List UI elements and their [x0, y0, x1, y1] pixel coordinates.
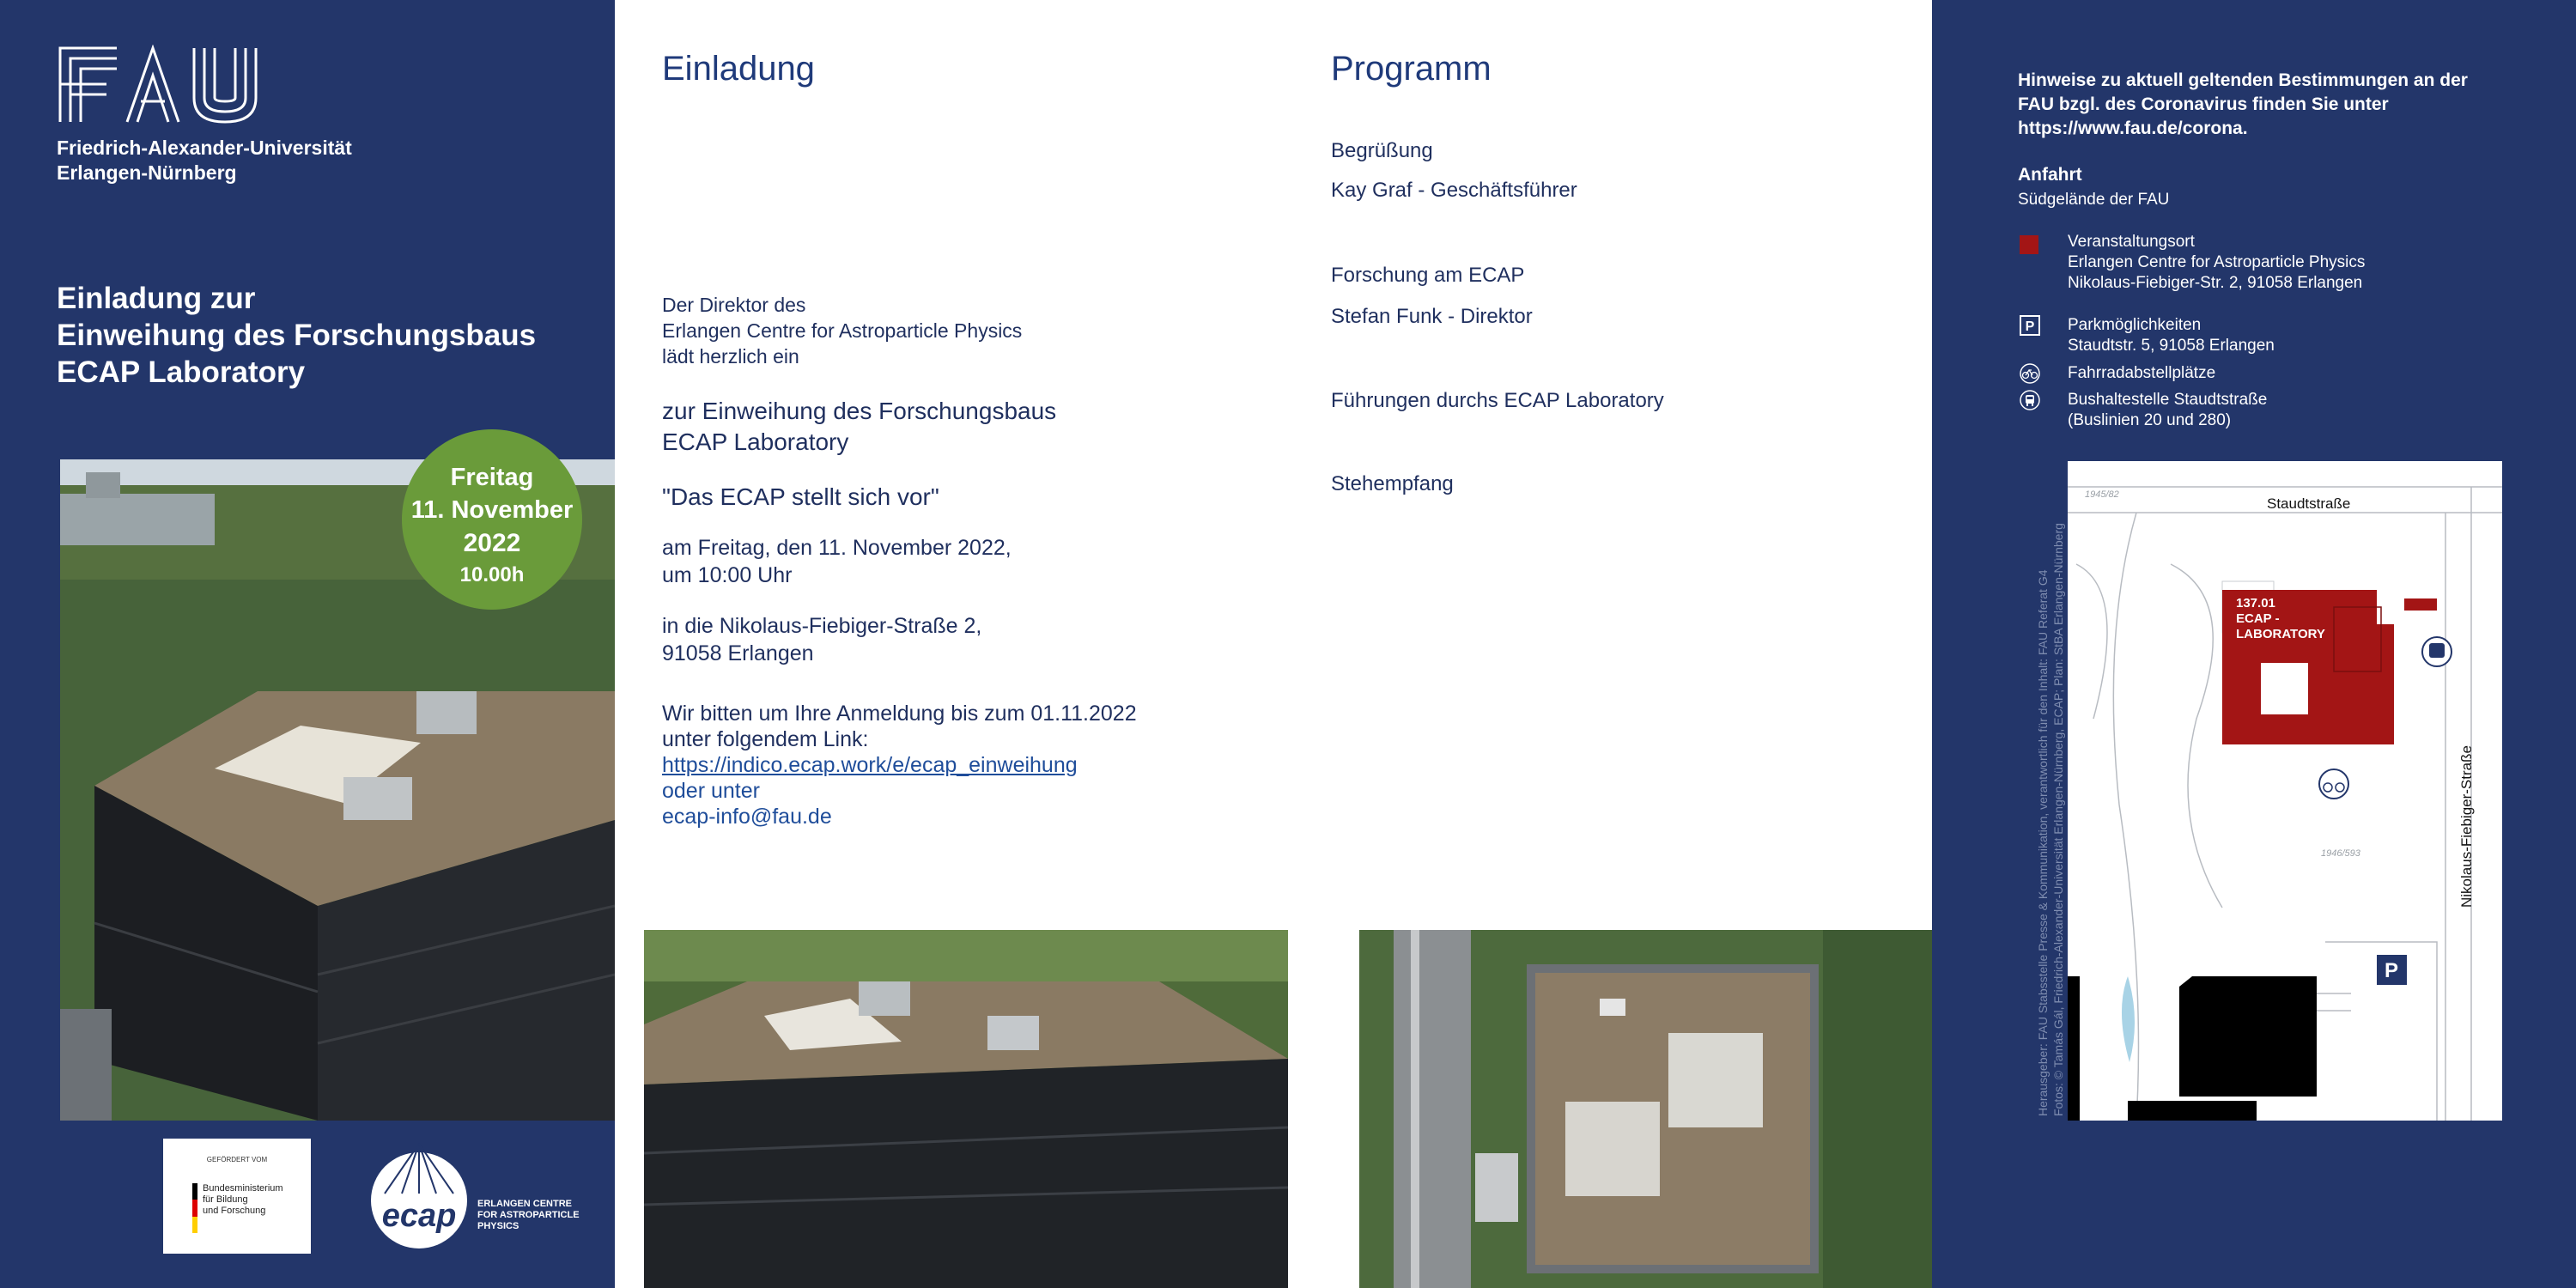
venue-square-icon [2020, 235, 2038, 254]
university-name [57, 136, 352, 185]
publisher-credits [2035, 455, 2066, 1116]
intro-line3: lädt herzlich ein [662, 345, 799, 368]
credits-line2: Fotos: © Tamás Gál, Friedrich-Alexander-Universität Erlangen-Nürnberg, ECAP; Plan: StBA Erlangen-Nürnberg [2051, 523, 2065, 1116]
ecap-logo-text: ecap [381, 1198, 457, 1234]
svg-text:P: P [2025, 319, 2035, 334]
legend-venue [2068, 232, 2365, 294]
map-parcel-2: 1946/593 [2321, 848, 2360, 859]
map-parcel-1: 1945/82 [2085, 489, 2119, 500]
legend-venue-line1: Veranstaltungsort [2068, 233, 2195, 251]
occasion-line1: zur Einweihung des Forschungsbaus [662, 398, 1057, 424]
bus-icon [2020, 390, 2040, 410]
bicycle-icon [2020, 363, 2040, 384]
badge-time: 10.00h [459, 563, 525, 586]
ecap-name-line1: ERLANGEN CENTRE [477, 1199, 573, 1209]
legend-bus-line1: Bushaltestelle Staudtstraße [2068, 391, 2268, 409]
registration-link[interactable]: https://indico.ecap.work/e/ecap_einweihung [662, 753, 1078, 777]
program-item-3-title: Führungen durchs ECAP Laboratory [1331, 389, 1664, 412]
map-building-number: 137.01 [2236, 596, 2275, 611]
program-item-4-title: Stehempfang [1331, 472, 1454, 495]
invitation-registration [662, 701, 1137, 829]
date-line1: am Freitag, den 11. November 2022, [662, 536, 1012, 560]
bmbf-line3: und Forschung [203, 1206, 266, 1216]
occasion-line2: ECAP Laboratory [662, 428, 849, 455]
legend-bicycle: Fahrradabstellplätze [2068, 364, 2216, 382]
program-item-1-speaker: Kay Graf - Geschäftsführer [1331, 179, 1577, 202]
german-flag-icon [192, 1183, 197, 1233]
building-photo-top-view [1359, 930, 1932, 1288]
invitation-motto: "Das ECAP stellt sich vor" [662, 483, 939, 510]
ecap-logo-icon [368, 1142, 471, 1254]
intro-line1: Der Direktor des [662, 294, 806, 316]
badge-day: Freitag [450, 464, 534, 491]
legend-bus-line2: (Buslinien 20 und 280) [2068, 411, 2232, 429]
legend-bus [2068, 390, 2267, 431]
program-item-1-title: Begrüßung [1331, 139, 1433, 162]
invitation-intro [662, 292, 1022, 369]
bmbf-logo [163, 1139, 311, 1254]
legend-parking-line2: Staudtstr. 5, 91058 Erlangen [2068, 337, 2275, 355]
bmbf-ministry-name [203, 1183, 283, 1217]
bmbf-funded-by: GEFÖRDERT VOM [206, 1156, 268, 1163]
address-line2: 91058 Erlangen [662, 641, 814, 665]
fau-logo [57, 45, 271, 124]
legend-venue-line3: Nikolaus-Fiebiger-Str. 2, 91058 Erlangen [2068, 274, 2363, 292]
date-badge [402, 429, 582, 610]
or-text: oder unter [662, 779, 760, 803]
ecap-name-line2: FOR ASTROPARTICLE [477, 1210, 580, 1220]
university-name-line2: Erlangen-Nürnberg [57, 161, 237, 184]
map-street-right: Nikolaus-Fiebiger-Straße [2458, 745, 2475, 908]
credits-line1: Herausgeber: FAU Stabsstelle Presse & Kommunikation, verantwortlich für den Inhalt: FAU Referat G4 [2036, 569, 2050, 1116]
address-line1: in die Nikolaus-Fiebiger-Straße 2, [662, 614, 982, 638]
map-street-top: Staudtstraße [2267, 495, 2351, 512]
program-item-2-speaker: Stefan Funk - Direktor [1331, 305, 1533, 328]
legend-venue-line2: Erlangen Centre for Astroparticle Physics [2068, 253, 2366, 271]
contact-email-link[interactable]: ecap-info@fau.de [662, 805, 832, 829]
map-parking-label: P [2384, 959, 2399, 982]
directions-subheading: Südgelände der FAU [2018, 191, 2170, 209]
legend-parking [2068, 315, 2275, 356]
corona-note: Hinweise zu aktuell geltenden Bestimmungen an der FAU bzgl. des Coronavirus finden Sie unter https://www.fau.de/corona. [2018, 70, 2468, 138]
ecap-name-line3: PHYSICS [477, 1221, 519, 1231]
site-map [2068, 461, 2502, 1121]
cover-title-line3: ECAP Laboratory [57, 355, 306, 389]
bmbf-line1: Bundesministerium [203, 1183, 283, 1194]
badge-year: 2022 [463, 529, 521, 557]
cover-title-line1: Einladung zur [57, 282, 256, 315]
building-photo-side [644, 930, 1288, 1288]
intro-line2: Erlangen Centre for Astroparticle Physics [662, 319, 1023, 342]
bmbf-line2: für Bildung [203, 1194, 248, 1205]
register-line2: unter folgendem Link: [662, 727, 869, 751]
program-heading: Programm [1331, 50, 1492, 88]
map-building-label2: LABORATORY [2236, 627, 2325, 641]
map-building-label1: ECAP - [2236, 611, 2280, 626]
ecap-name [477, 1199, 580, 1232]
cover-title-line2: Einweihung des Forschungsbaus [57, 319, 537, 352]
invitation-address [662, 612, 981, 667]
directions-heading: Anfahrt [2018, 165, 2082, 185]
legend-parking-line1: Parkmöglichkeiten [2068, 316, 2202, 334]
program-item-2-title: Forschung am ECAP [1331, 264, 1525, 287]
badge-date: 11. November [410, 496, 574, 524]
parking-icon [2020, 315, 2040, 336]
cover-title [57, 280, 536, 391]
university-name-line1: Friedrich-Alexander-Universität [57, 137, 352, 159]
date-line2: um 10:00 Uhr [662, 563, 793, 587]
panel-divider [615, 0, 644, 1288]
invitation-date [662, 534, 1012, 589]
register-line1: Wir bitten um Ihre Anmeldung bis zum 01.11.2022 [662, 702, 1137, 726]
invitation-occasion [662, 396, 1056, 458]
invitation-heading: Einladung [662, 50, 815, 88]
